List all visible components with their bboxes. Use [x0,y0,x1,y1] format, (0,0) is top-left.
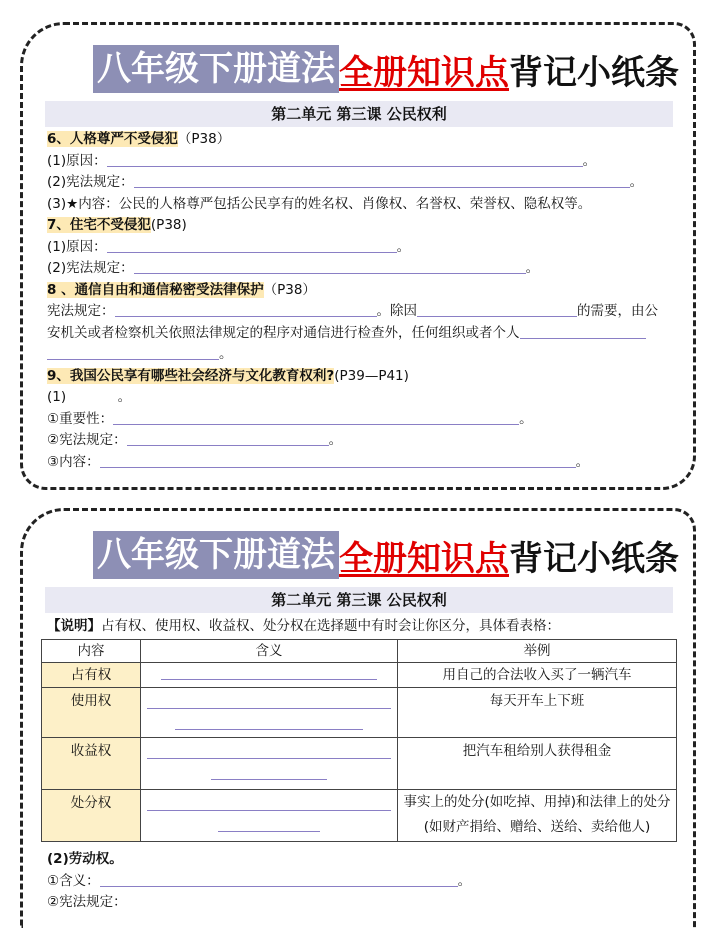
fill-blank[interactable] [147,738,391,759]
fill-blank[interactable] [211,759,327,780]
fill-blank[interactable] [175,709,363,730]
fill-blank[interactable] [107,238,397,253]
fill-blank[interactable] [218,811,320,832]
section-8-page: （P38） [263,281,316,298]
section-9-line-1: (1) 。 [47,389,132,405]
s7-reason-label: (1)原因： [47,238,107,255]
section-6-title [47,129,673,151]
period: 。 [457,872,472,889]
labor-right-lines [47,849,471,914]
s9-content-label: ③内容： [47,453,100,470]
title-grade: 八年级下册道法 [93,531,339,579]
card-title [93,531,679,579]
property-rights-table [41,639,677,842]
fill-blank[interactable] [107,152,583,167]
table-cell-key: 收益权 [42,738,141,790]
period: 。 [519,410,533,427]
section-6-line-3: (3)★内容：公民的人格尊严包括公民享有的姓名权、肖像权、名誉权、荣誉权、隐私权等。 [47,195,592,212]
s8-need-text: 的需要，由公 [577,303,658,319]
unit-subheading: 第二单元 第三课 公民权利 [45,587,673,613]
section-7-line-2 [47,258,673,280]
table-row [42,738,677,790]
section-7-line-1 [47,237,673,259]
fill-blank[interactable] [147,790,391,811]
table-header: 含义 [141,640,398,663]
table-cell-example: 用自己的合法收入买了一辆汽车 [398,663,677,688]
title-highlight: 全册知识点 [339,52,509,93]
section-9-line-3 [47,430,673,452]
section-7-page: (P38) [150,217,187,233]
title-tail: 背记小纸条 [509,52,679,93]
section-9-title [47,366,673,388]
s9-constitution-label: ②宪法规定： [47,432,127,448]
fill-blank[interactable] [47,345,219,360]
fill-blank[interactable] [115,302,377,317]
fill-blank[interactable] [127,431,329,446]
table-header-row [42,640,677,663]
table-header: 举例 [398,640,677,663]
section-8-line-1 [47,301,673,323]
table-cell-example: 事实上的处分(如吃掉、用掉)和法律上的处分(如财产捐给、赠给、送给、卖给他人) [398,790,677,842]
section-6-heading: 6、人格尊严不受侵犯 [47,131,178,147]
knowledge-lines [47,129,673,473]
section-8-title [47,280,673,302]
period: 。 [396,238,411,255]
s6-reason-label: (1)原因： [47,152,107,169]
labor-meaning-label: ①含义： [47,872,100,889]
note-line [47,615,560,637]
section-9-line-2 [47,409,673,431]
title-highlight: 全册知识点 [339,538,509,579]
section-7-title [47,215,673,237]
fill-blank[interactable] [161,663,377,680]
s8-except-text: 。除因 [376,303,417,319]
fill-blank[interactable] [134,173,630,188]
section-9-page: (P39—P41) [334,367,409,384]
table-cell-example: 每天开车上下班 [398,688,677,738]
period: 。 [582,152,597,169]
section-6-page: （P38） [177,131,231,147]
s9-importance-label: ①重要性： [47,410,114,427]
section-8-line-3 [47,344,673,366]
fill-blank[interactable] [100,872,458,887]
table-cell-meaning [141,790,398,842]
table-row [42,790,677,842]
table-header: 内容 [42,640,141,663]
table-cell-key: 处分权 [42,790,141,842]
labor-title: (2)劳动权。 [47,851,123,867]
period: 。 [219,346,233,362]
period: 。 [525,260,540,276]
labor-line-2: ②宪法规定： [47,894,127,910]
section-6-line-2 [47,172,673,194]
table-row [42,663,677,688]
fill-blank[interactable] [417,302,577,317]
section-7-heading: 7、住宅不受侵犯 [47,217,151,233]
fill-blank[interactable] [147,688,391,709]
fill-blank[interactable] [113,410,519,425]
section-8-line-2 [47,323,673,345]
note-label: 【说明】 [47,618,101,634]
section-9-line-4 [47,452,673,474]
title-tail: 背记小纸条 [509,538,679,579]
note-card-1 [20,22,696,490]
period: 。 [575,453,590,470]
table-cell-example: 把汽车租给别人获得租金 [398,738,677,790]
table-cell-meaning [141,688,398,738]
fill-blank[interactable] [134,259,526,274]
fill-blank[interactable] [100,453,576,468]
card-title [93,45,679,93]
table-cell-key: 占有权 [42,663,141,688]
labor-line-1 [47,871,471,893]
table-cell-meaning [141,738,398,790]
unit-subheading: 第二单元 第三课 公民权利 [45,101,673,127]
table-cell-key: 使用权 [42,688,141,738]
period: 。 [328,432,343,448]
s8-police-text: 安机关或者检察机关依照法律规定的程序对通信进行检查外，任何组织或者个人 [47,324,520,341]
table-cell-meaning [141,663,398,688]
fill-blank[interactable] [520,324,646,339]
s8-constitution-label: 宪法规定： [47,303,115,319]
note-text: 占有权、使用权、收益权、处分权在选择题中有时会让你区分，具体看表格： [101,618,560,634]
s6-constitution-label: (2)宪法规定： [47,174,134,190]
title-grade: 八年级下册道法 [93,45,339,93]
note-card-2 [20,508,696,928]
section-6-line-1 [47,151,673,173]
section-9-heading: 9、我国公民享有哪些社会经济与文化教育权利? [47,367,335,384]
s7-constitution-label: (2)宪法规定： [47,260,134,276]
section-8-heading: 8 、通信自由和通信秘密受法律保护 [47,281,264,298]
period: 。 [629,174,644,190]
table-row [42,688,677,738]
